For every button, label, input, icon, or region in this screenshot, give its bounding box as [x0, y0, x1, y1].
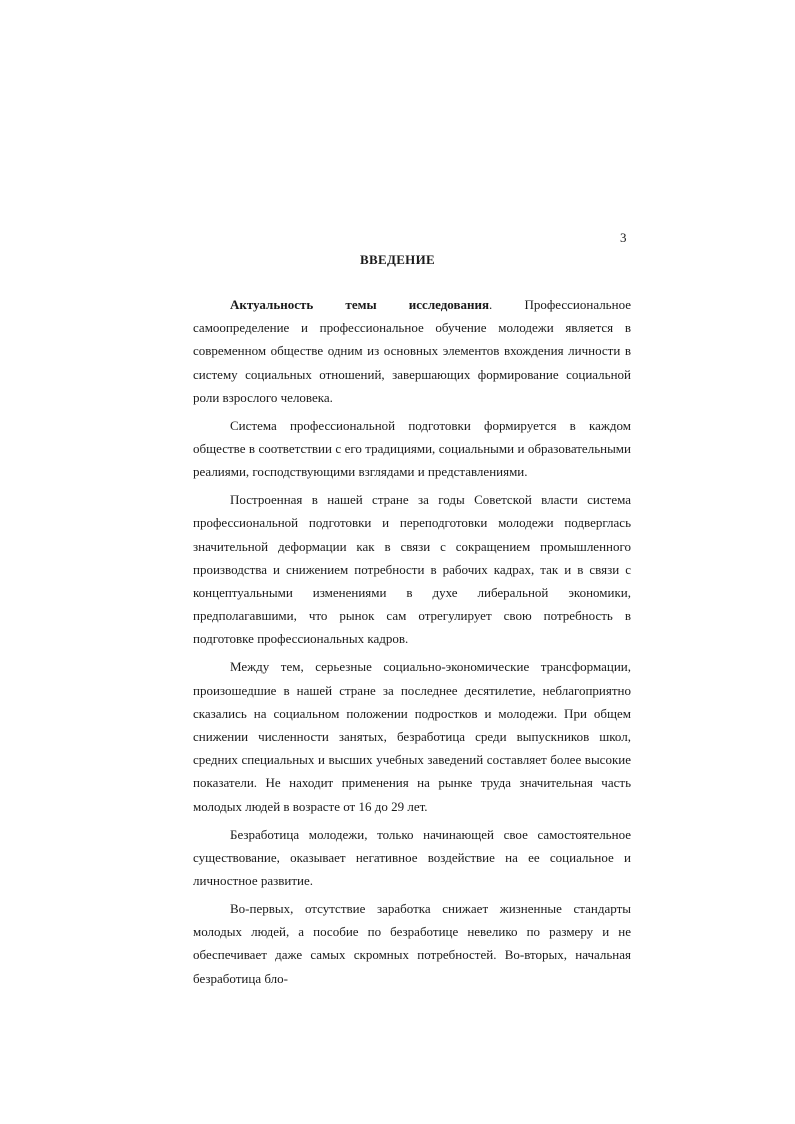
- paragraph: Построенная в нашей стране за годы Советской власти система профессиональной подготовки и переподготовки молодежи подверглась значительной деформации как в связи с сокращением промышленного производства и снижением потребности в рабочих кадрах, так и в связи с концептуальными изменениями в духе либеральной экономики, предполагавшими, что рынок сам отрегулирует свою потребность в подготовке профессиональных кадров.: [193, 492, 631, 647]
- page-title: ВВЕДЕНИЕ: [360, 252, 435, 267]
- paragraph-text: . Профессиональное самоопределение и профессиональное обучение молодежи является в современном обществе одним из основных элементов вхождения личности в систему социальных отношений, завершающих формирование социальной роли взрослого человека.: [193, 297, 631, 405]
- document-body: [193, 293, 631, 990]
- page-number: 3: [620, 230, 627, 245]
- paragraph: Во-первых, отсутствие заработка снижает жизненные стандарты молодых людей, а пособие по безработице невелико по размеру и не обеспечивает даже самых скромных потребностей. Во-вторых, начальная безработица бло-: [193, 901, 631, 986]
- paragraph: Между тем, серьезные социально-экономические трансформации, произошедшие в нашей стране за последнее десятилетие, неблагоприятно сказались на социальном положении подростков и молодежи. При общем снижении численности занятых, безработица среди выпускников школ, средних специальных и высших учебных заведений составляет более высокие показатели. Не находит применения на рынке труда значительная часть молодых людей в возрасте от 16 до 29 лет.: [193, 659, 631, 814]
- paragraph: Система профессиональной подготовки формируется в каждом обществе в соответствии с его традициями, социальными и образовательными реалиями, господствующими взглядами и представлениями.: [193, 417, 631, 480]
- paragraph: Безработица молодежи, только начинающей свое самостоятельное существование, оказывает негативное воздействие на ее социальное и личностное развитие.: [193, 826, 631, 889]
- paragraph-lead: Актуальность темы исследования: [230, 297, 489, 312]
- paragraph-relevance: [193, 293, 631, 409]
